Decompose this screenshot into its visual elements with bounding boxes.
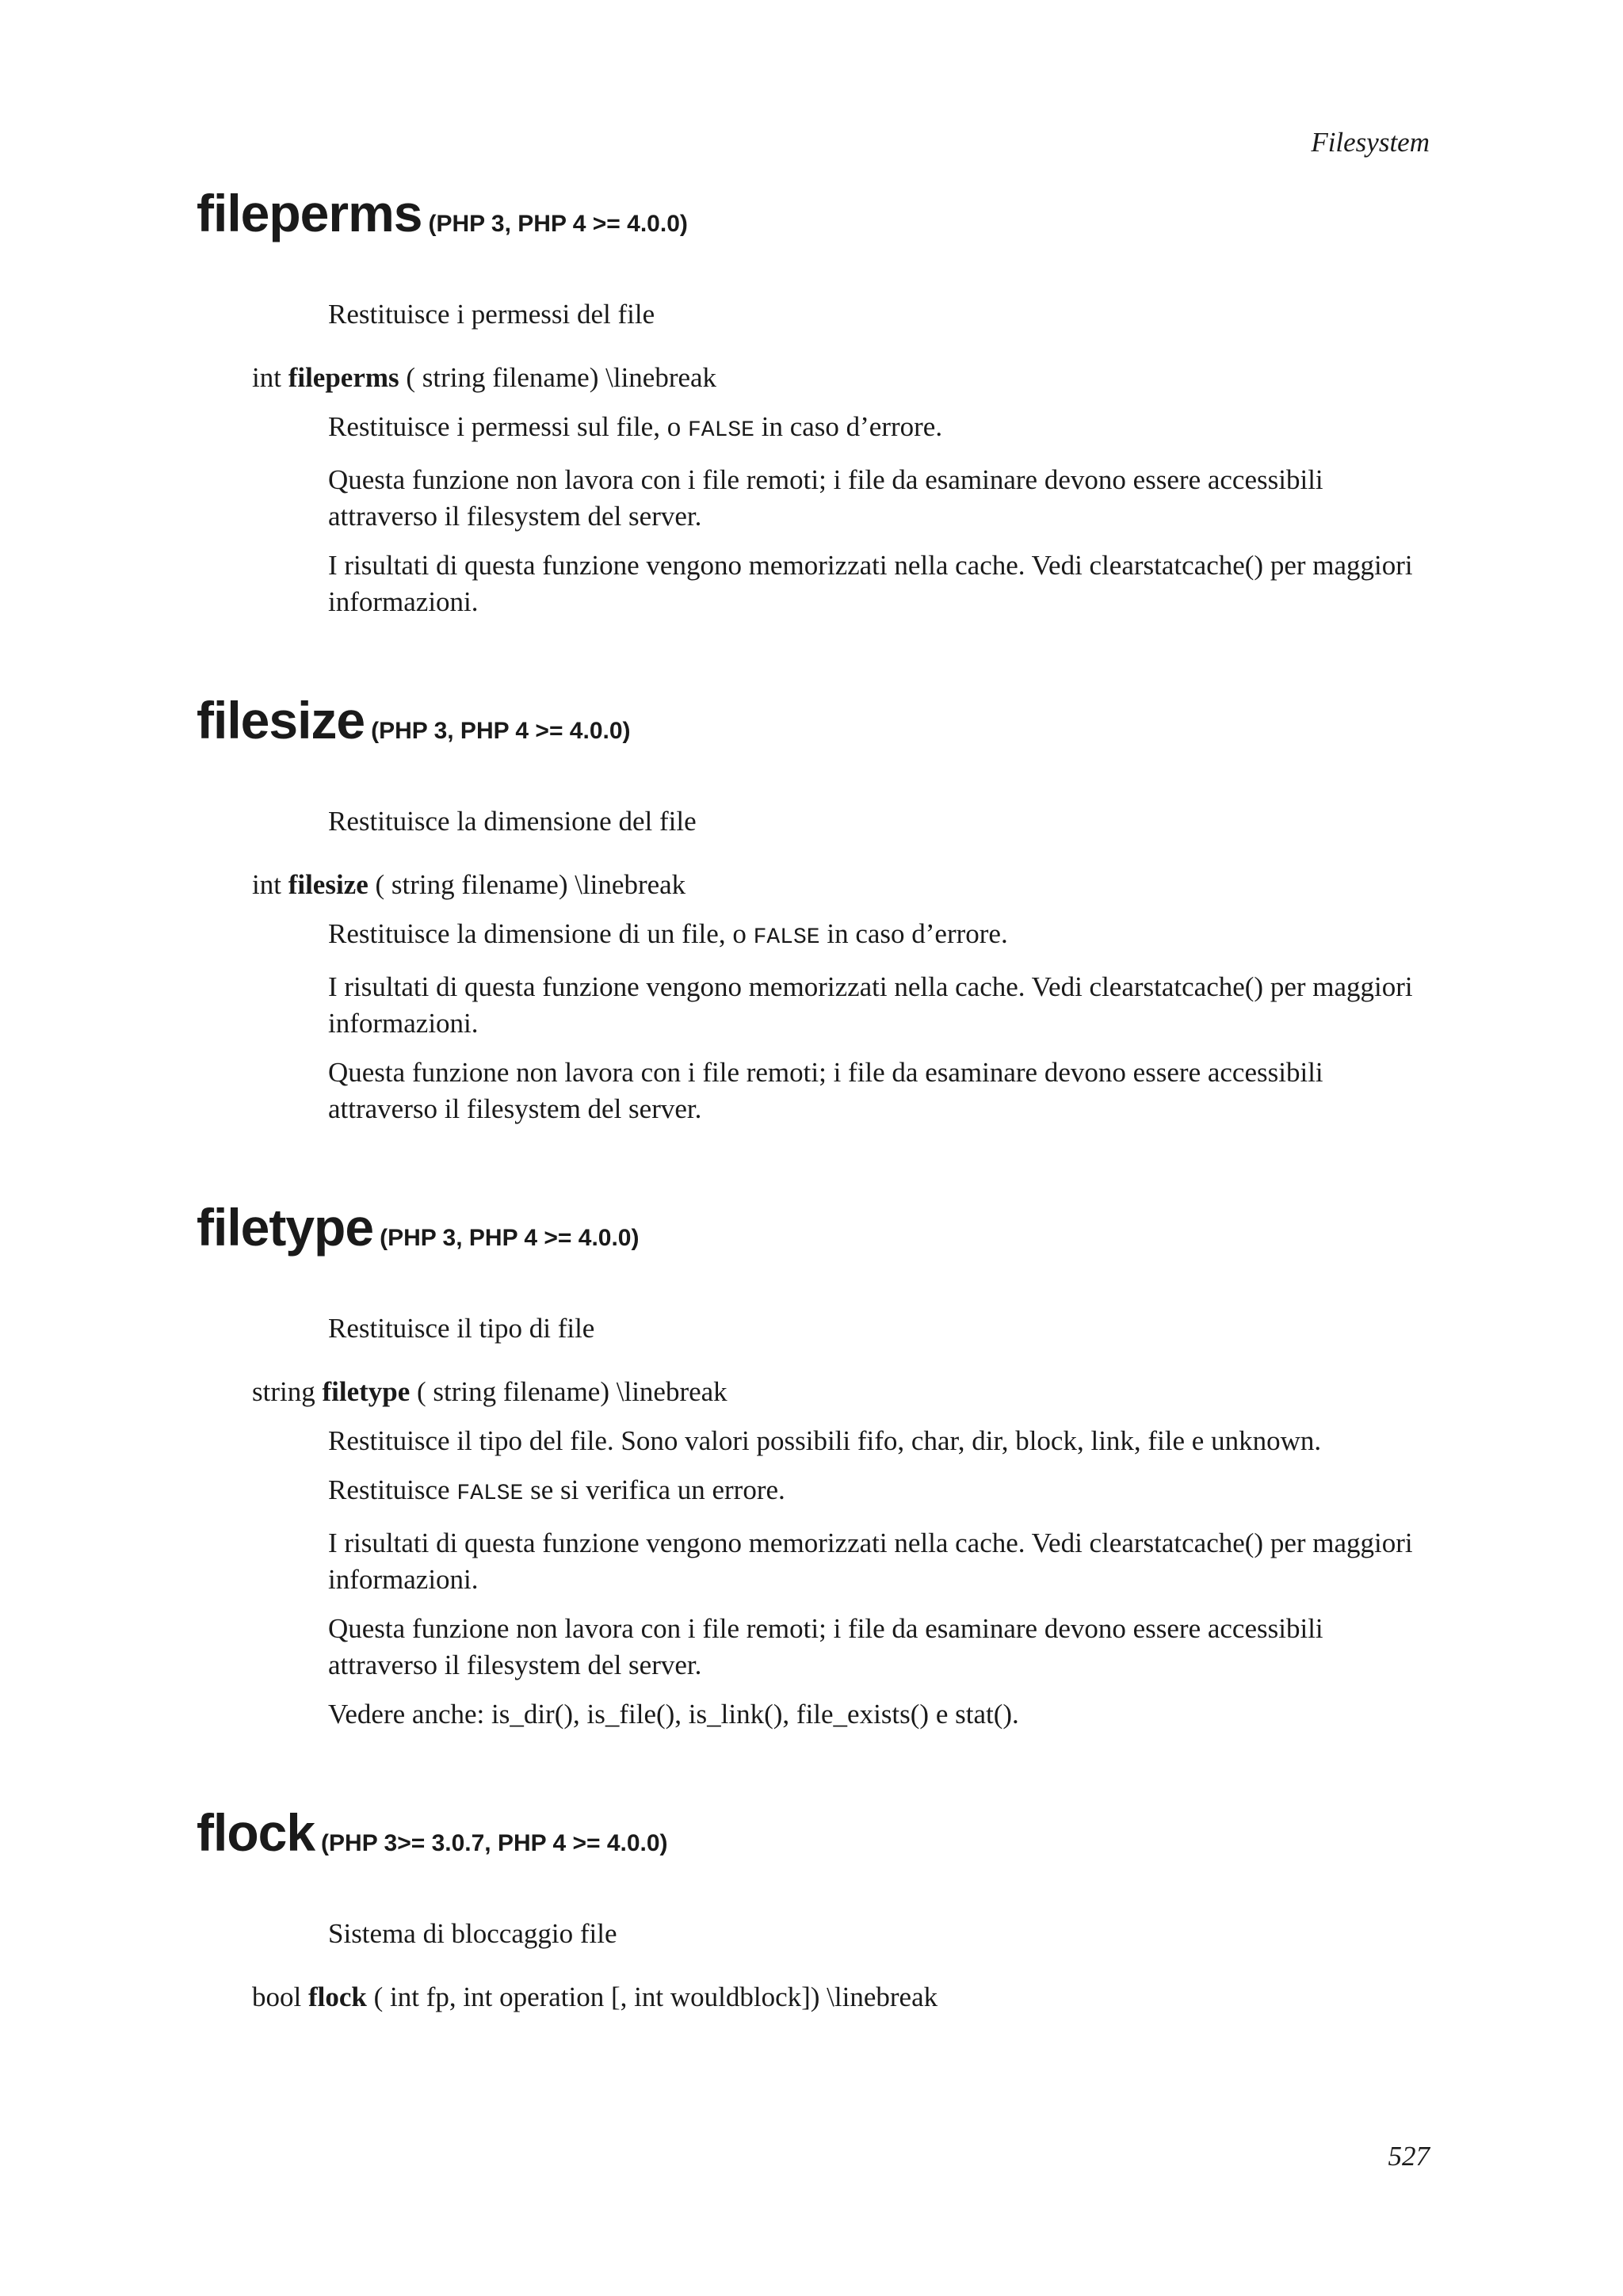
- text-run: in caso d’errore.: [819, 918, 1008, 949]
- description-paragraph: [328, 409, 1433, 449]
- version-info: (PHP 3, PHP 4 >= 4.0.0): [428, 211, 688, 237]
- return-type: string: [252, 1376, 315, 1407]
- function-name: filetype: [197, 1198, 374, 1257]
- description-paragraph: [328, 1472, 1433, 1512]
- function-synopsis: [252, 360, 1433, 396]
- version-info: (PHP 3>= 3.0.7, PHP 4 >= 4.0.0): [321, 1830, 668, 1856]
- description-paragraph: [328, 916, 1433, 956]
- return-type: int: [252, 362, 281, 393]
- parameters: ( string filename) \linebreak: [375, 869, 686, 900]
- description-paragraph: Vedere anche: is_dir(), is_file(), is_link(), file_exists() e stat().: [328, 1699, 1019, 1730]
- version-info: (PHP 3, PHP 4 >= 4.0.0): [371, 718, 631, 744]
- text-run: Restituisce la dimensione di un file, o: [328, 918, 754, 949]
- entry-flock: [197, 1803, 1433, 2016]
- purpose-text: Sistema di bloccaggio file: [328, 1918, 617, 1949]
- parameters: ( string filename) \linebreak: [417, 1376, 727, 1407]
- function-name: filesize: [197, 691, 365, 749]
- description: [328, 409, 1433, 620]
- synopsis-function-name: flock: [307, 1981, 367, 2012]
- synopsis-function-name: filesize: [288, 869, 369, 900]
- entry-title: [197, 1198, 1433, 1257]
- entry-filetype: [197, 1198, 1433, 1733]
- synopsis-function-name: filetype: [322, 1376, 411, 1407]
- description-paragraph: Questa funzione non lavora con i file remoti; i file da esaminare devono essere accessibili attraverso il filesystem del server.: [328, 1057, 1323, 1124]
- entry-fileperms: [197, 184, 1433, 620]
- description: [328, 1423, 1433, 1733]
- description: [328, 916, 1433, 1127]
- purpose-text: Restituisce la dimensione del file: [328, 806, 697, 837]
- entry-title: [197, 691, 1433, 749]
- function-synopsis: [252, 1979, 1433, 2016]
- description-paragraph: Questa funzione non lavora con i file remoti; i file da esaminare devono essere accessibili attraverso il filesystem del server.: [328, 464, 1323, 532]
- description-paragraph: Restituisce il tipo del file. Sono valori possibili fifo, char, dir, block, link, file e unknown.: [328, 1425, 1322, 1456]
- return-type: int: [252, 869, 281, 900]
- purpose-text: Restituisce i permessi del file: [328, 299, 655, 330]
- return-type: bool: [252, 1981, 302, 2012]
- text-run: in caso d’errore.: [754, 411, 943, 442]
- text-run: Restituisce i permessi sul file, o: [328, 411, 688, 442]
- running-header: Filesystem: [1311, 127, 1430, 158]
- purpose-text: Restituisce il tipo di file: [328, 1313, 595, 1344]
- function-synopsis: [252, 1374, 1433, 1410]
- synopsis-function-name: fileperms: [288, 362, 399, 393]
- entry-title: [197, 184, 1433, 242]
- description-paragraph: I risultati di questa funzione vengono memorizzati nella cache. Vedi clearstatcache() per maggiori informazioni.: [328, 971, 1413, 1039]
- page-number: 527: [1388, 2141, 1430, 2172]
- function-synopsis: [252, 867, 1433, 903]
- entry-title: [197, 1803, 1433, 1862]
- code-literal: FALSE: [456, 1482, 524, 1506]
- description-paragraph: Questa funzione non lavora con i file remoti; i file da esaminare devono essere accessibili attraverso il filesystem del server.: [328, 1613, 1323, 1680]
- version-info: (PHP 3, PHP 4 >= 4.0.0): [380, 1225, 640, 1251]
- text-run: Restituisce: [328, 1474, 457, 1505]
- code-literal: FALSE: [753, 925, 820, 950]
- function-name: fileperms: [197, 184, 422, 242]
- text-run: se si verifica un errore.: [523, 1474, 785, 1505]
- description-paragraph: I risultati di questa funzione vengono memorizzati nella cache. Vedi clearstatcache() per maggiori informazioni.: [328, 1527, 1413, 1595]
- code-literal: FALSE: [687, 418, 754, 443]
- parameters: ( string filename) \linebreak: [406, 362, 717, 393]
- entry-filesize: [197, 691, 1433, 1127]
- parameters: ( int fp, int operation [, int wouldblock]) \linebreak: [373, 1981, 938, 2012]
- function-name: flock: [197, 1803, 315, 1862]
- description-paragraph: I risultati di questa funzione vengono memorizzati nella cache. Vedi clearstatcache() per maggiori informazioni.: [328, 550, 1413, 617]
